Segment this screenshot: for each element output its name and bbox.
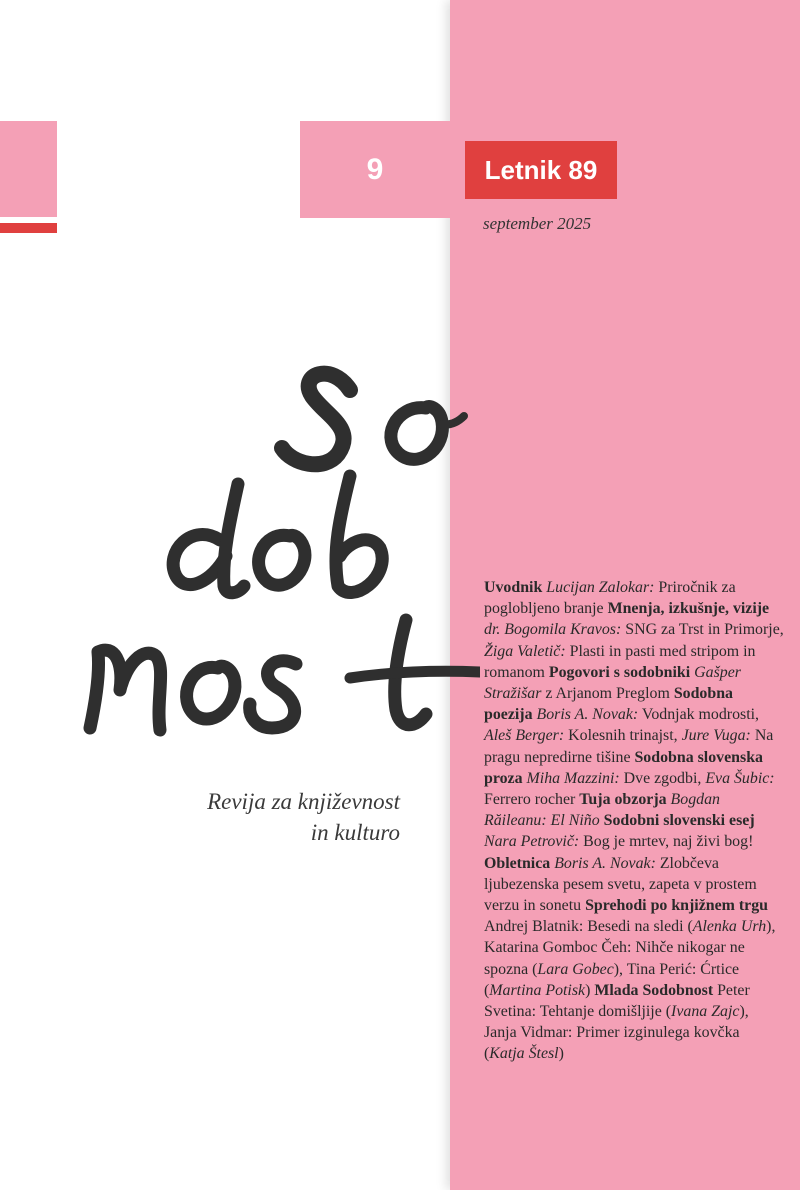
author-name: Miha Mazzini: [526,769,620,787]
subtitle-line-2: in kulturo [310,820,400,845]
reviewer-name: Ivana Zajc [671,1003,740,1021]
logo-script-strokes [90,374,480,730]
subtitle-line-1: Revija za književnost [207,789,400,814]
section-heading: Mlada Sodobnost [594,981,714,999]
author-name: Boris A. Novak: [536,706,639,724]
article-title: Ferrero rocher [484,791,580,809]
issue-number-box [300,121,450,218]
section-heading: Tuja obzorja [579,791,667,809]
author-name: Boris A. Novak: [554,854,656,872]
review-text: ) [558,1045,564,1063]
review-text: ), Katarina Gomboc Čeh: Nihče nikogar ne spozna ( [484,918,776,978]
author-name: Aleš Berger: [484,727,565,745]
corner-pink-block [0,121,57,217]
section-heading: Sodobna slovenska proza [484,748,763,787]
section-heading: Sprehodi po knjižnem trgu [585,897,768,915]
section-heading: Pogovori s sodobniki [548,663,691,681]
table-of-contents [484,577,784,1065]
author-name: Jure Vuga: [681,727,751,745]
review-text: Peter Svetina: Tehtanje domišljije ( [484,981,750,1021]
author-name: Nara Petrovič: [484,833,580,851]
volume-badge [465,141,617,199]
corner-red-stripe [0,223,57,233]
section-heading: Sodobna poezija [484,685,733,724]
author-name: Lucijan Zalokar: [546,579,655,596]
review-text: ) [585,981,595,999]
article-title: Kolesnih trinajst, [564,727,682,745]
article-title: Priročnik za poglobljeno branje [484,579,736,618]
review-text: ), Tina Perić: Ćrtice ( [484,960,740,999]
author-name: Žiga Valetič: [484,642,566,660]
section-heading: Mnenja, izkušnje, vizije [607,600,770,618]
author-name: Gašper Stražišar [484,663,741,703]
volume-label: Letnik 89 [484,154,598,185]
article-title: Bog je mrtev, naj živi bog! [579,833,754,851]
article-title: Plasti in pasti med stripom in romanom [484,642,756,681]
article-title: z Arjanom Preglom [541,685,674,703]
issue-number: 9 [366,152,384,186]
reviewer-name: Lara Gobec [537,960,614,978]
author-name: dr. Bogomila Kravos: [484,621,622,639]
article-title: SNG za Trst in Primorje, [621,621,784,639]
author-name: Bogdan Răileanu: El Niño [484,791,720,830]
section-heading: Obletnica [484,854,551,872]
article-title: Zlobčeva ljubezenska pesem svetu, zapeta v prostem verzu in sonetu [484,854,757,915]
reviewer-name: Alenka Urh [692,918,767,936]
section-heading: Sodobni slovenski esej [603,812,755,830]
section-heading: Uvodnik [484,579,543,596]
review-text: ), Janja Vidmar: Primer izginulega kovčka ( [484,1003,749,1063]
author-name: Eva Šubic: [705,769,775,787]
sodobnost-logo [60,350,480,750]
article-title: Na pragu nepredirne tišine [484,727,774,766]
issue-date: september 2025 [483,214,592,233]
reviewer-name: Katja Štesl [489,1045,559,1063]
subtitle [150,786,400,848]
article-title: Vodnjak modrosti, [638,706,760,724]
review-text: Andrej Blatnik: Besedi na sledi ( [484,918,693,936]
reviewer-name: Martina Potisk [489,981,586,999]
article-title: Dve zgodbi, [619,769,706,787]
